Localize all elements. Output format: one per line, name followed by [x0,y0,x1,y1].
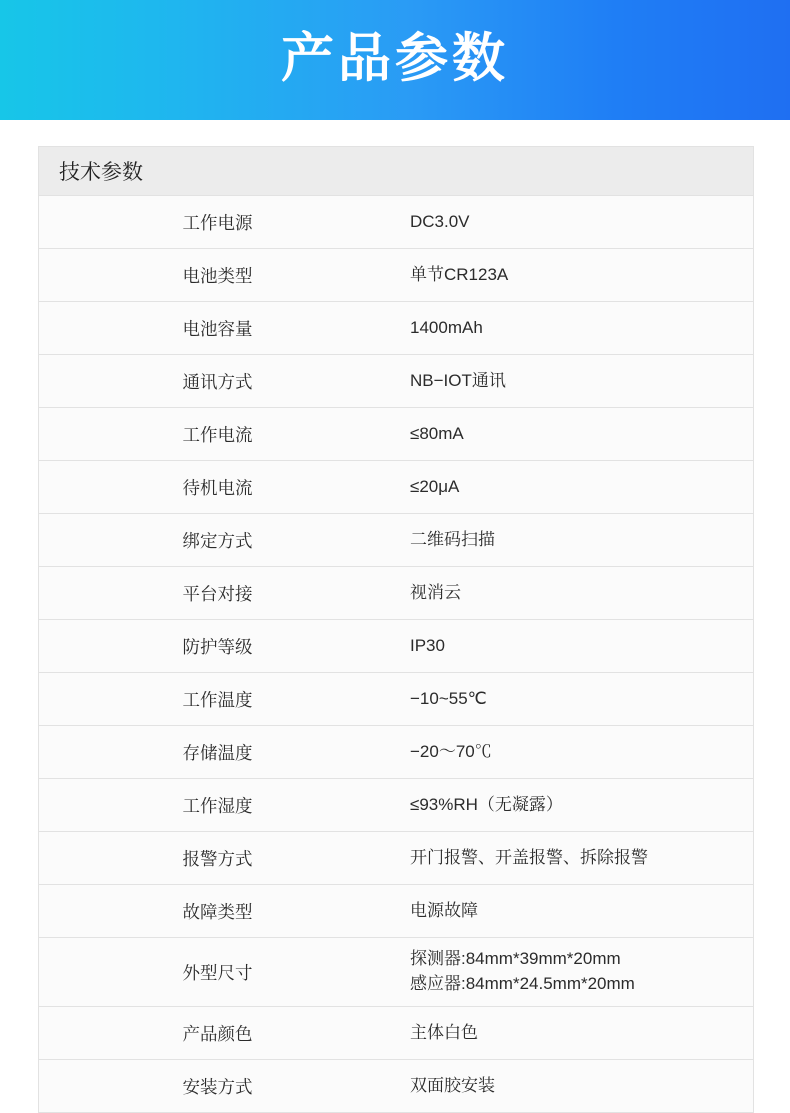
table-row [39,620,753,673]
table-row [39,1060,753,1113]
spec-value-line: 主体白色 [410,1022,478,1042]
spec-value [396,1007,753,1060]
spec-value-line: DC3.0V [410,211,470,231]
table-row [39,302,753,355]
table-row [39,461,753,514]
spec-table-header-label: 技术参数 [39,147,753,196]
spec-value [396,567,753,620]
table-row [39,408,753,461]
spec-value [396,832,753,885]
spec-label: 外型尺寸 [39,938,396,1007]
spec-value-line: ≤93%RH（无凝露） [410,794,563,814]
spec-value-line: 二维码扫描 [410,529,495,549]
spec-value [396,673,753,726]
spec-value-line: 感应器:84mm*24.5mm*20mm [410,974,635,993]
spec-label: 防护等级 [39,620,396,673]
spec-label: 待机电流 [39,461,396,514]
spec-value-line: ≤20μA [410,476,460,496]
page-banner [0,0,790,120]
spec-label: 报警方式 [39,832,396,885]
spec-value-line: 单节CR123A [410,264,509,284]
spec-label: 产品颜色 [39,1007,396,1060]
spec-value-line: 双面胶安装 [410,1075,495,1095]
table-row [39,938,753,1007]
table-row [39,196,753,249]
spec-value-line: −10~55℃ [410,688,487,708]
spec-value [396,249,753,302]
spec-value [396,196,753,249]
spec-label: 平台对接 [39,567,396,620]
spec-value [396,1060,753,1113]
spec-value [396,514,753,567]
spec-value-line: IP30 [410,635,445,655]
spec-value [396,726,753,779]
spec-value [396,355,753,408]
spec-value [396,938,753,1007]
table-row [39,249,753,302]
spec-label: 绑定方式 [39,514,396,567]
spec-label: 电池类型 [39,249,396,302]
table-row [39,779,753,832]
spec-value [396,408,753,461]
table-row [39,885,753,938]
spec-table-body [39,147,753,1113]
page-title: 产品参数 [281,28,509,88]
spec-value-line: 开门报警、开盖报警、拆除报警 [410,847,648,867]
spec-value [396,302,753,355]
spec-value-line: −20～70℃ [410,741,492,761]
table-row [39,355,753,408]
table-row [39,726,753,779]
table-row [39,1007,753,1060]
table-row [39,673,753,726]
spec-table-container [38,146,754,1113]
spec-label: 工作湿度 [39,779,396,832]
spec-label: 通讯方式 [39,355,396,408]
table-row [39,514,753,567]
spec-value-line: 视消云 [410,582,461,602]
spec-value [396,885,753,938]
spec-label: 存储温度 [39,726,396,779]
spec-value-line: 电源故障 [410,900,478,920]
table-row [39,832,753,885]
spec-label: 故障类型 [39,885,396,938]
table-row [39,567,753,620]
spec-label: 安装方式 [39,1060,396,1113]
spec-value-line: ≤80mA [410,423,464,443]
spec-value [396,461,753,514]
spec-value-line: NB−IOT通讯 [410,370,506,390]
spec-label: 工作电源 [39,196,396,249]
spec-value-line: 1400mAh [410,317,483,337]
spec-label: 工作电流 [39,408,396,461]
spec-value [396,779,753,832]
spec-value [396,620,753,673]
spec-value-line: 探测器:84mm*39mm*20mm [410,949,621,969]
spec-table-header-row [39,147,753,196]
spec-table [39,147,753,1113]
spec-label: 电池容量 [39,302,396,355]
spec-label: 工作温度 [39,673,396,726]
